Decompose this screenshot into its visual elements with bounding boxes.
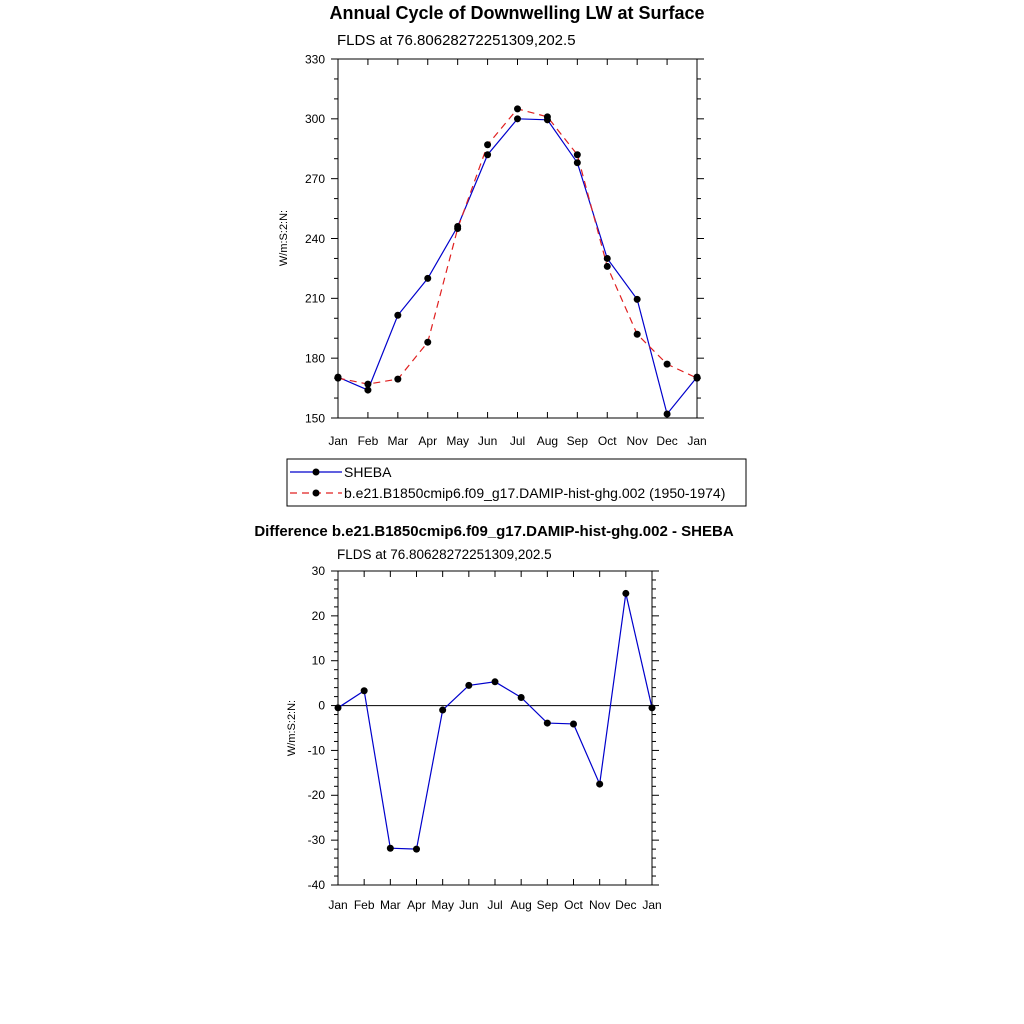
data-point-s1 <box>335 375 342 382</box>
legend-marker-sheba <box>313 469 320 476</box>
y-tick-label: 330 <box>304 52 325 67</box>
data-point-s0 <box>574 159 581 166</box>
x-tick-label: Dec <box>656 434 678 448</box>
x-tick-label: Jun <box>477 434 498 448</box>
x-tick-label: Sep <box>566 434 589 448</box>
data-point-s1 <box>694 375 701 382</box>
data-point-s1 <box>454 225 461 232</box>
data-point-s0 <box>387 845 394 852</box>
x-tick-label: Sep <box>536 898 559 912</box>
data-point-s1 <box>514 105 521 112</box>
legend-marker-model <box>313 490 320 497</box>
data-point-s0 <box>544 720 551 727</box>
x-tick-label: Nov <box>626 434 648 448</box>
x-tick-label: Feb <box>357 434 379 448</box>
data-point-s0 <box>622 590 629 597</box>
data-point-s0 <box>413 846 420 853</box>
bottom-chart-title: Difference b.e21.B1850cmip6.f09_g17.DAMIP-hist-ghg.002 - SHEBA <box>254 523 734 540</box>
data-point-s1 <box>634 331 641 338</box>
x-tick-label: May <box>446 434 470 448</box>
data-point-s0 <box>518 694 525 701</box>
data-point-s0 <box>596 781 603 788</box>
x-tick-label: Feb <box>353 898 375 912</box>
y-tick-label: 270 <box>304 171 325 186</box>
data-point-s0 <box>492 678 499 685</box>
data-point-s1 <box>364 381 371 388</box>
data-point-s0 <box>361 687 368 694</box>
y-tick-label: 300 <box>304 112 325 127</box>
y-tick-label: 240 <box>304 231 325 246</box>
data-point-s0 <box>394 312 401 319</box>
x-tick-label: Jul <box>509 434 526 448</box>
x-tick-label: Jul <box>487 898 503 912</box>
x-tick-label: Oct <box>597 434 617 448</box>
x-tick-label: Mar <box>379 898 401 912</box>
legend-label-sheba: SHEBA <box>344 464 392 480</box>
y-tick-label: 180 <box>304 351 325 366</box>
x-tick-label: Apr <box>407 898 426 912</box>
x-tick-label: Apr <box>418 434 438 448</box>
top-chart-legend <box>287 459 746 506</box>
data-point-s0 <box>439 707 446 714</box>
data-point-s0 <box>570 720 577 727</box>
data-point-s0 <box>649 704 656 711</box>
x-tick-label: Aug <box>510 898 532 912</box>
bottom-chart-ylabel: W/m:S:2:N: <box>286 699 298 757</box>
y-tick-label: 0 <box>318 698 325 713</box>
y-tick-label: -30 <box>307 833 325 848</box>
data-point-s1 <box>484 141 491 148</box>
x-tick-label: Jan <box>687 434 707 448</box>
x-tick-label: Aug <box>536 434 559 448</box>
data-point-s0 <box>465 682 472 689</box>
x-tick-label: Jan <box>642 898 662 912</box>
x-tick-label: Mar <box>387 434 409 448</box>
data-point-s1 <box>604 263 611 270</box>
y-tick-label: 30 <box>311 563 325 578</box>
y-tick-label: 10 <box>311 653 325 668</box>
data-point-s1 <box>544 113 551 120</box>
legend-label-model: b.e21.B1850cmip6.f09_g17.DAMIP-hist-ghg.002 (1950-1974) <box>344 485 726 501</box>
y-tick-label: 210 <box>304 291 325 306</box>
data-point-s0 <box>634 296 641 303</box>
data-point-s0 <box>514 115 521 122</box>
y-tick-label: -20 <box>307 788 325 803</box>
data-point-s1 <box>424 339 431 346</box>
data-point-s0 <box>484 151 491 158</box>
x-tick-label: Oct <box>564 898 583 912</box>
top-chart-title: Annual Cycle of Downwelling LW at Surface <box>329 3 705 23</box>
top-chart-subtitle: FLDS at 76.80628272251309,202.5 <box>337 32 576 49</box>
x-tick-label: Dec <box>615 898 637 912</box>
data-point-s0 <box>335 704 342 711</box>
data-point-s0 <box>664 411 671 418</box>
y-tick-label: 20 <box>311 608 325 623</box>
top-chart-ylabel: W/m:S:2:N: <box>278 209 290 267</box>
x-tick-label: Nov <box>588 898 611 912</box>
bottom-chart-subtitle: FLDS at 76.80628272251309,202.5 <box>337 547 552 562</box>
data-point-s1 <box>664 361 671 368</box>
data-point-s1 <box>394 376 401 383</box>
x-tick-label: May <box>431 898 455 912</box>
data-point-s0 <box>424 275 431 282</box>
y-tick-label: -40 <box>307 877 325 892</box>
y-tick-label: -10 <box>307 743 325 758</box>
data-point-s1 <box>574 151 581 158</box>
x-tick-label: Jan <box>328 898 348 912</box>
data-point-s0 <box>604 255 611 262</box>
x-tick-label: Jan <box>328 434 348 448</box>
x-tick-label: Jun <box>459 898 479 912</box>
data-point-s0 <box>364 387 371 394</box>
y-tick-label: 150 <box>304 411 325 426</box>
